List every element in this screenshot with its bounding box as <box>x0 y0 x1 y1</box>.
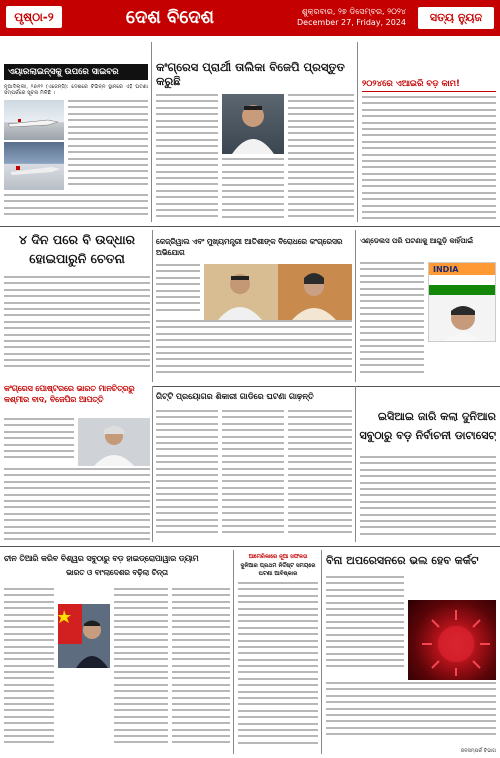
story-5-text-col1 <box>156 264 200 316</box>
section-title: ଦେଶ ବିଦେଶ <box>125 7 215 28</box>
story-2-text-col3 <box>288 94 354 224</box>
story-7-photo <box>78 418 150 466</box>
brand-logo: ସତ୍ୟ ନ୍ୟୁଜ <box>418 7 494 29</box>
story-2-text-col1 <box>156 94 218 224</box>
story-6-headline: ଏଣ୍ଡେଲସ ପରି ଘଟଣାକୁ ଆଗୁଡ଼ି କାହିଁପାଇଁ <box>360 237 474 245</box>
story-1-photo-2 <box>4 142 64 190</box>
story-2-text-col2 <box>222 158 284 224</box>
story-9-headline-line1: ଇସିଆଇ ଜାରି କଲା ଦୁନିଆର <box>377 410 496 423</box>
story-9-headline-line2: ସବୁଠାରୁ ବଡ଼ ନିର୍ବାଚନୀ ଡାଟାସେଟ୍ <box>359 429 496 442</box>
story-2-photo <box>222 94 284 154</box>
story-8-headline: ଗିଟ୍ଟି ପ୍ରୟୋଗର ଶିକାରୀ ଗାଡିରେ ଘଟଣା ଗାଢ଼ନ୍ତି <box>156 392 314 401</box>
date-english: December 27, Friday, 2024 <box>297 18 406 27</box>
story-8-text-col1 <box>156 410 218 542</box>
story-9-text <box>360 456 496 542</box>
story-1-text <box>4 194 148 220</box>
story-12-text-2 <box>326 682 496 742</box>
story-6-text <box>360 262 424 382</box>
story-2-headline: କଂଗ୍ରେସ ପ୍ରାର୍ଥୀ ତାଲିକା ବିଜେପି ପ୍ରସ୍ତୁତ କରୁଛି <box>156 60 345 88</box>
date-odia: ଶୁକ୍ରବାର, ୨୭ ଡିସେମ୍ବର, ୨୦୨୪ <box>301 7 406 16</box>
india-banner-label: INDIA <box>433 265 459 274</box>
story-1-photo <box>4 100 64 140</box>
story-7-text <box>4 418 74 466</box>
story-10-photo <box>58 604 110 668</box>
story-12-headline: ବିନା ଅପରେସନରେ ଭଲ ହେବ କର୍କଟ <box>326 554 479 567</box>
story-3-headline: ୨୦୨୪ରେ ଏଆଇରି ବଡ଼ କାମ! <box>362 78 496 92</box>
story-7-text-2 <box>4 468 150 544</box>
story-10-headline-line2: ଭାରତ ଓ ବାଂଲାଦେଶର ବଢ଼ିଲା ଚିନ୍ତା <box>66 568 168 577</box>
story-10-headline-line1: ଚୀନ ତିଆରି କରିବ ବିଶ୍ୱର ସବୁଠାରୁ ବଡ଼ ହାଇଡ୍ରୋପାୱାର ଡ୍ୟାମ <box>4 554 199 563</box>
story-3-text <box>362 96 496 224</box>
story-7-headline: କଂଗ୍ରେସ ପୋଷ୍ଟରରେ ଭାରତ ମାନଚିତ୍ରରୁ କଶ୍ମୀର ବାଦ, ବିଜେପିର ଆପତ୍ତି <box>4 384 135 404</box>
story-10-text <box>4 588 54 752</box>
story-11-text <box>238 582 318 752</box>
story-4-text <box>4 276 150 376</box>
story-10-text-2 <box>114 588 168 752</box>
masthead <box>0 0 500 36</box>
story-1-text-right <box>68 100 148 196</box>
story-6-photo <box>428 262 496 342</box>
story-8-text-col2 <box>222 410 284 542</box>
story-10-headline <box>4 552 230 584</box>
story-11-headline: ଦୁନିଆର ପ୍ରଥମ ନିର୍ଦ୍ଦିଷ୍ଟ ସମୟରେ ଘଟଣା ଆବିଷ୍କାର <box>240 563 316 577</box>
page-number: ପୃଷ୍ଠା-୨ <box>6 6 62 28</box>
story-9-headline <box>288 408 496 452</box>
story-12-text <box>326 576 404 676</box>
story-4-headline-line1: ୪ ଦିନ ପରେ ବି ଉଦ୍ଧାର <box>18 232 136 247</box>
story-5-text-col2 <box>156 320 352 378</box>
dateline <box>286 6 406 28</box>
footer-note: ଜନସମ୍ପର୍କ ବିଭାଗ <box>460 748 496 754</box>
story-12-photo <box>408 600 496 680</box>
story-4-headline-line2: ହୋଇପାରୁନି ଚେତନା <box>29 251 125 266</box>
story-11-kicker: ଆମେରିକାରେ ନୂଆ ସଫଳତା <box>248 554 308 560</box>
story-4-headline <box>4 230 150 272</box>
story-1-body: ନୂଆଦିଲ୍ଲୀ, ୨୬ା୧୨ (ଏଜେନ୍ସି): ଦେଶରେ ବିଭିନ୍ନ ସ୍ଥାନରେ ଏହି ଘଟଣା ସମ୍ପର୍କରେ ସୂଚନା ମିଳିଛି । <box>4 84 148 97</box>
story-5-photo <box>204 264 352 320</box>
story-1-headline: ଏୟାରଲାଇନ୍ସକୁ ଉପରେ ସାଇବର <box>4 64 148 80</box>
story-10-text-3 <box>172 588 230 752</box>
story-5-headline: କେଜ୍ରିୱାଲ ଏବଂ ମୁଖ୍ୟମନ୍ତ୍ରୀ ଆତିଶୀଙ୍କ ବିରୋଧରେ କଂଗ୍ରେସର ଅଭିଯୋଗ <box>156 237 343 257</box>
